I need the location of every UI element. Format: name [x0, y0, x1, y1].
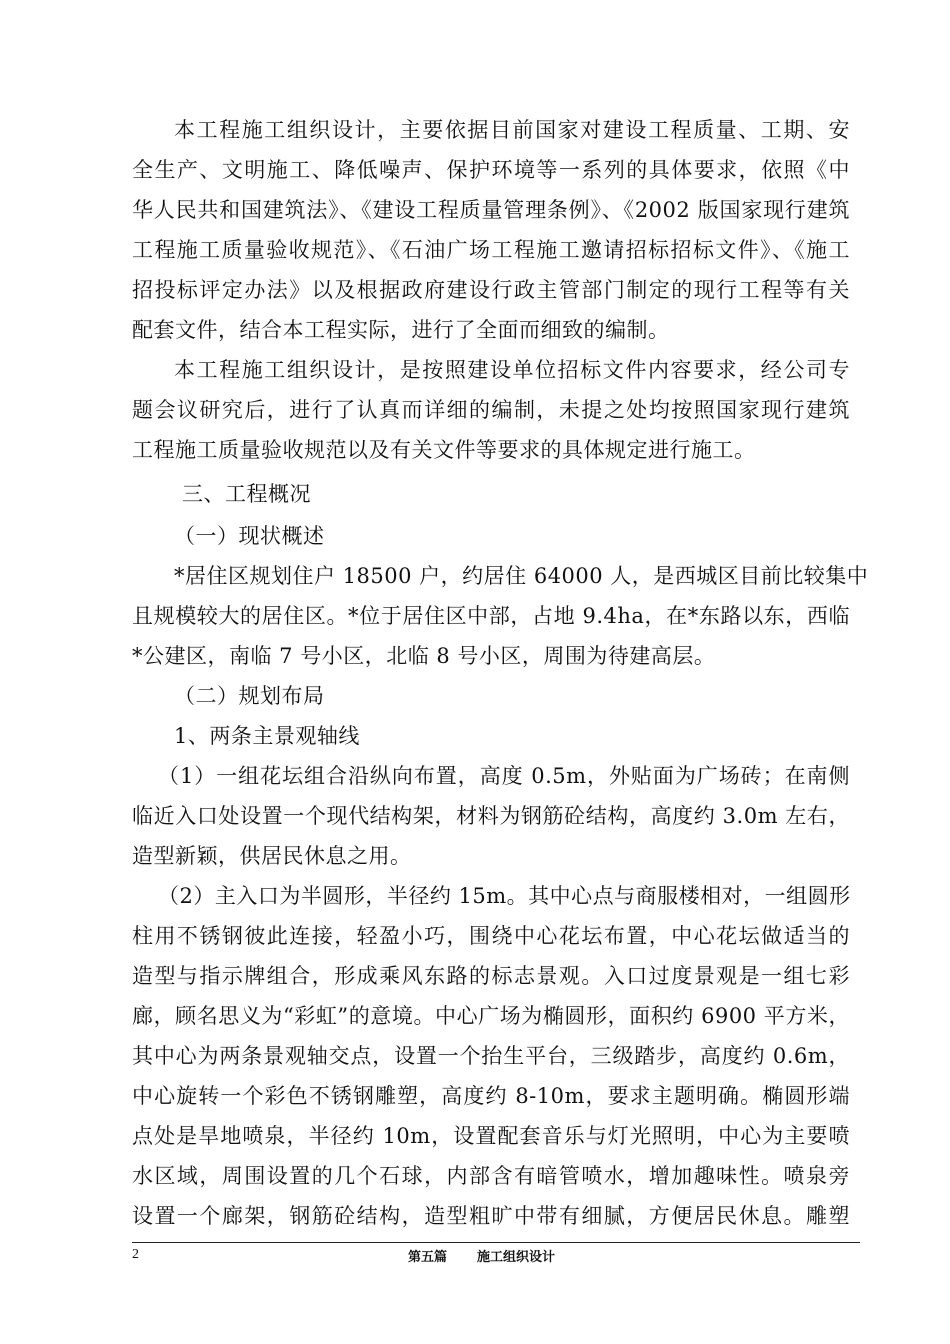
- text-line: 设置一个廊架，钢筋砼结构，造型粗旷中带有细腻，方便居民休息。雕塑: [132, 1204, 850, 1228]
- text-line: （2）主入口为半圆形，半径约 15m。其中心点与商服楼相对，一组圆形: [158, 884, 851, 908]
- text-line: 全生产、文明施工、降低噪声、保护环境等一系列的具体要求，依照《中: [132, 158, 850, 182]
- text-line: 工程施工质量验收规范》、《石油广场工程施工邀请招标招标文件》、《施工: [132, 238, 850, 262]
- text-line: 造型新颖，供居民休息之用。: [132, 844, 412, 868]
- text-line: *公建区，南临 7 号小区，北临 8 号小区，周围为待建高层。: [132, 644, 716, 668]
- text-line: （1）一组花坛组合沿纵向布置，高度 0.5m，外贴面为广场砖；在南侧: [158, 764, 850, 788]
- text-line: 其中心为两条景观轴交点，设置一个抬生平台，三级踏步，高度约 0.6m，: [132, 1044, 850, 1068]
- text-line: 中心旋转一个彩色不锈钢雕塑，高度约 8-10m，要求主题明确。椭圆形端: [132, 1084, 850, 1108]
- text-line: 工程施工质量验收规范以及有关文件等要求的具体规定进行施工。: [132, 438, 756, 462]
- text-line: 点处是旱地喷泉，半径约 10m，设置配套音乐与灯光照明，中心为主要喷: [132, 1124, 850, 1148]
- text-line: 且规模较大的居住区。*位于居住区中部，占地 9.4ha，在*东路以东，西临: [132, 604, 850, 628]
- footer-section: 施工组织设计: [477, 1250, 556, 1265]
- footer-divider: [132, 1242, 860, 1243]
- text-line: 本工程施工组织设计，是按照建设单位招标文件内容要求，经公司专: [174, 358, 850, 382]
- text-line: 配套文件，结合本工程实际，进行了全面而细致的编制。: [132, 318, 670, 342]
- item-heading: 1、两条主景观轴线: [174, 724, 360, 748]
- text-line: 廊，顾名思义为“彩虹”的意境。中心广场为椭圆形，面积约 6900 平方米，: [132, 1004, 850, 1028]
- page-number: 2: [132, 1247, 139, 1262]
- text-line: 题会议研究后，进行了认真而详细的编制，未提之处均按照国家现行建筑: [132, 398, 850, 422]
- text-line: 造型与指示牌组合，形成乘风东路的标志景观。入口过度景观是一组七彩: [132, 964, 850, 988]
- text-line: 本工程施工组织设计，主要依据目前国家对建设工程质量、工期、安: [174, 118, 850, 142]
- text-line: *居住区规划住户 18500 户，约居住 64000 人，是西城区目前比较集中: [174, 564, 869, 588]
- text-line: 临近入口处设置一个现代结构架，材料为钢筋砼结构，高度约 3.0m 左右，: [132, 804, 850, 828]
- text-line: 水区域，周围设置的几个石球，内部含有暗管喷水，增加趣味性。喷泉旁: [132, 1164, 850, 1188]
- text-line: 招投标评定办法》以及根据政府建设行政主管部门制定的现行工程等有关: [132, 278, 850, 302]
- footer-part: 第五篇: [408, 1250, 448, 1265]
- text-line: 柱用不锈钢彼此连接，轻盈小巧，围绕中心花坛布置，中心花坛做适当的: [132, 924, 850, 948]
- footer-title: [408, 1246, 555, 1265]
- subsection-heading: （一）现状概述: [174, 524, 325, 548]
- text-line: 华人民共和国建筑法》、《建设工程质量管理条例》、《2002 版国家现行建筑: [132, 198, 850, 222]
- subsection-heading: （二）规划布局: [174, 684, 325, 708]
- section-heading: 三、工程概况: [182, 482, 311, 506]
